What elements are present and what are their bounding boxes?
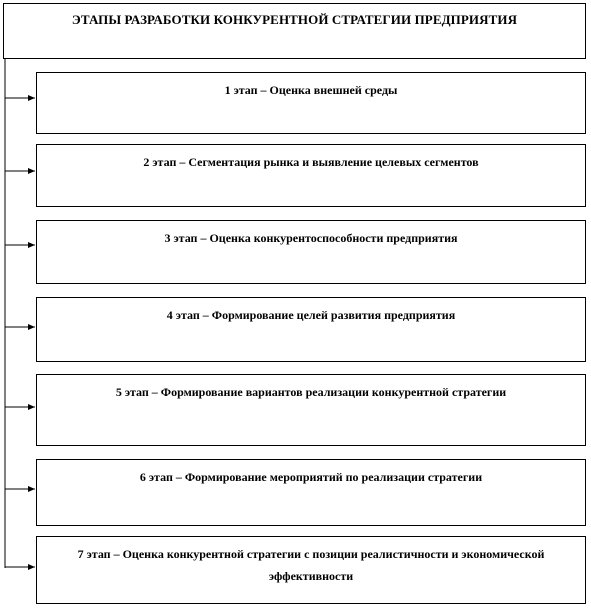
stage-label-7: 7 этап – Оценка конкурентной стратегии с позиции реалистичности и экономической эффективности [77, 547, 545, 583]
stage-box-3 [36, 220, 586, 284]
stage-label-6: 6 этап – Формирование мероприятий по реализации стратегии [139, 470, 483, 484]
diagram-title: ЭТАПЫ РАЗРАБОТКИ КОНКУРЕНТНОЙ СТРАТЕГИИ ПРЕДПРИЯТИЯ [71, 12, 518, 27]
stage-box-6 [36, 459, 586, 526]
stage-label-1: 1 этап – Оценка внешней среды [224, 83, 398, 97]
stage-box-7 [36, 536, 586, 604]
stage-label-2: 2 этап – Сегментация рынка и выявление целевых сегментов [143, 155, 479, 169]
stage-label-5: 5 этап – Формирование вариантов реализации конкурентной стратегии [115, 385, 507, 399]
stage-label-3: 3 этап – Оценка конкурентоспособности предприятия [164, 231, 458, 245]
stage-label-4: 4 этап – Формирование целей развития предприятия [166, 308, 456, 322]
stage-box-5 [36, 374, 586, 446]
stage-box-1 [36, 72, 586, 134]
stage-box-2 [36, 144, 586, 207]
stage-box-4 [36, 297, 586, 362]
